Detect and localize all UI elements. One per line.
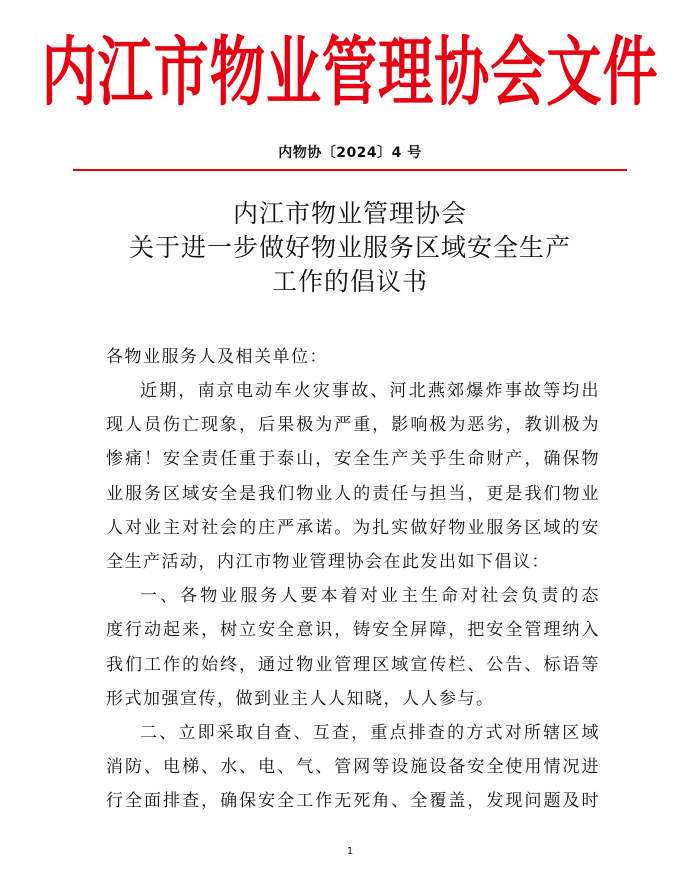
body-line: 形式加强宣传，做到业主人人知晓，人人参与。	[106, 688, 495, 709]
red-divider-line	[73, 169, 627, 171]
body-line: 消防、电梯、水、电、气、管网等设施设备安全使用情况进	[106, 757, 600, 778]
page-number: 1	[346, 846, 354, 857]
body-line: 二、立即采取自查、互查，重点排查的方式对所辖区域	[140, 722, 600, 743]
body-line: 现人员伤亡现象，后果极为严重，影响极为恶劣，教训极为	[106, 415, 600, 436]
body-line: 近期，南京电动车火灾事故、河北燕郊爆炸事故等均出	[140, 381, 600, 401]
title-line-2: 关于进一步做好物业服务区域安全生产	[128, 233, 571, 262]
body-line: 一、各物业服务人要本着对业主生命对社会负责的态	[140, 586, 600, 607]
body-line: 我们工作的始终，通过物业管理区域宣传栏、公告、标语等	[106, 654, 600, 675]
body-line: 行全面排查，确保安全工作无死角、全覆盖，发现问题及时	[106, 791, 600, 812]
body-line: 业服务区域安全是我们物业人的责任与担当，更是我们物业	[106, 483, 600, 504]
document-number: 内物协〔2024〕4 号	[278, 145, 422, 161]
salutation: 各物业服务人及相关单位：	[106, 347, 328, 367]
body-line: 度行动起来，树立安全意识，铸安全屏障，把安全管理纳入	[106, 620, 600, 641]
org-document-header: 内江市物业管理协会文件	[41, 29, 659, 117]
document-title	[0, 197, 700, 299]
title-line-1: 内江市物业管理协会	[232, 199, 467, 228]
body-line: 惨痛！安全责任重于泰山，安全生产关乎生命财产，确保物	[106, 449, 600, 470]
document-body	[106, 374, 600, 818]
title-line-3: 工作的倡议书	[271, 267, 428, 296]
body-line: 全生产活动，内江市物业管理协会在此发出如下倡议：	[106, 551, 550, 572]
body-line: 人对业主对社会的庄严承诺。为扎实做好物业服务区域的安	[106, 517, 600, 538]
